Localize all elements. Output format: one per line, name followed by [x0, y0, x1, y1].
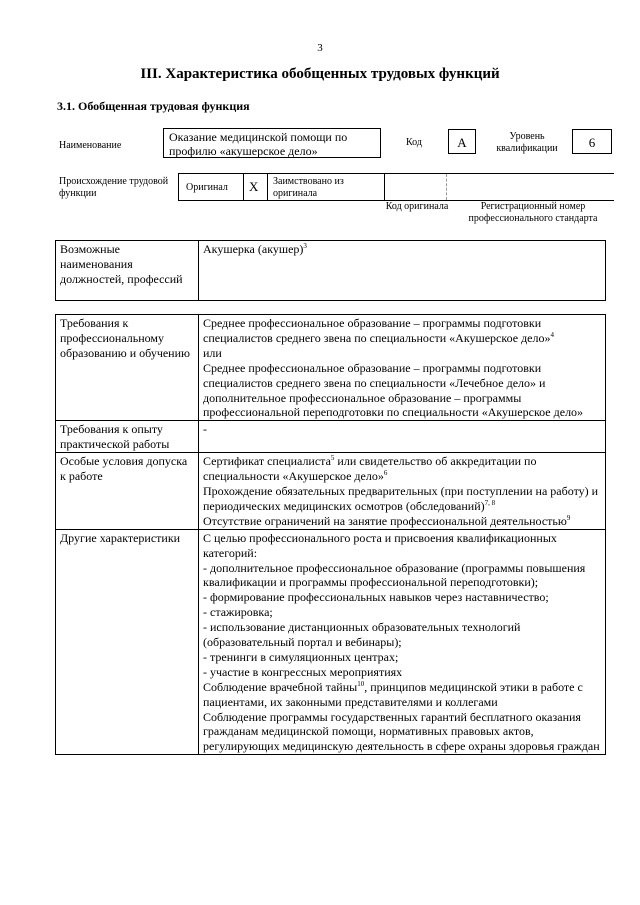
- positions-value: Акушерка (акушер)$^3$: [199, 241, 606, 301]
- divider: [267, 174, 268, 200]
- original-code-label: Код оригинала: [385, 201, 449, 212]
- origin-row: [178, 173, 614, 201]
- original-label: Оригинал: [186, 182, 228, 193]
- page-number: 3: [317, 42, 323, 54]
- experience-label: Требования к опыту практической работы: [56, 421, 199, 453]
- name-value-box: Оказание медицинской помощи по профилю «акушерское дело»: [163, 128, 381, 158]
- positions-label: Возможные наименования должностей, профессий: [56, 241, 199, 301]
- table-row: [56, 421, 606, 453]
- requirements-table: [55, 314, 606, 755]
- origin-label: Происхождение трудовой функции: [59, 176, 169, 199]
- reg-number-label: Регистрационный номер профессионального стандарта: [468, 201, 598, 224]
- subsection-title: 3.1. Обобщенная трудовая функция: [57, 99, 250, 113]
- borrowed-label: Заимствовано из оригинала: [273, 176, 344, 199]
- education-label: Требования к профессиональному образованию и обучению: [56, 315, 199, 421]
- table-row: [56, 453, 606, 530]
- divider: [384, 174, 385, 200]
- other-value: С целью профессионального роста и присвоения квалификационных категорий: - дополнительное профессиональное образование (программы повышения квалификации и программы профессиональной переподготовки); - формирование профессиональных навыков через наставничество; - стажировка; - использование дистанционных образовательных технологий (образовательный портал и вебинары); - тренинги в симуляционных центрах; - участие в конгрессных мероприятиях Соблюдение врачебной тайны$^{10}$, принципов медицинской этики в работе с пациентами, их законными представителями и коллегами Соблюдение программы государственных гарантий бесплатного оказания гражданам медицинской помощи, нормативных правовых актов, регулирующих медицинскую деятельность в сфере охраны здоровья граждан: [199, 529, 606, 755]
- original-mark: Х: [249, 179, 259, 194]
- experience-value: -: [199, 421, 606, 453]
- code-label: Код: [406, 137, 422, 148]
- conditions-value: Сертификат специалиста$^5$ или свидетельство об аккредитации по специальности «Акушерское дело»$^6$ Прохождение обязательных предварительных (при поступлении на работу) и периодических медицинских осмотров (обследований)$^{7, 8}$ Отсутствие ограничений на занятие профессиональной деятельностью$^9$: [199, 453, 606, 530]
- section-title: III. Характеристика обобщенных трудовых функций: [140, 66, 500, 82]
- code-value-box: А: [448, 129, 476, 154]
- table-row: [56, 315, 606, 421]
- divider: [243, 174, 244, 200]
- table-row: [56, 529, 606, 755]
- level-label: Уровень квалификации: [496, 131, 558, 154]
- positions-table: [55, 240, 606, 301]
- divider: [446, 174, 447, 200]
- education-value: Среднее профессиональное образование – программы подготовки специалистов среднего звена по специальности «Акушерское дело»$^4$ или Среднее профессиональное образование – программы подготовки специалистов среднего звена по специальности «Лечебное дело» и дополнительное профессиональное образование – программы профессиональной переподготовки по специальности «Акушерское дело»: [199, 315, 606, 421]
- name-label: Наименование: [59, 140, 122, 151]
- other-label: Другие характеристики: [56, 529, 199, 755]
- conditions-label: Особые условия допуска к работе: [56, 453, 199, 530]
- level-value-box: 6: [572, 129, 612, 154]
